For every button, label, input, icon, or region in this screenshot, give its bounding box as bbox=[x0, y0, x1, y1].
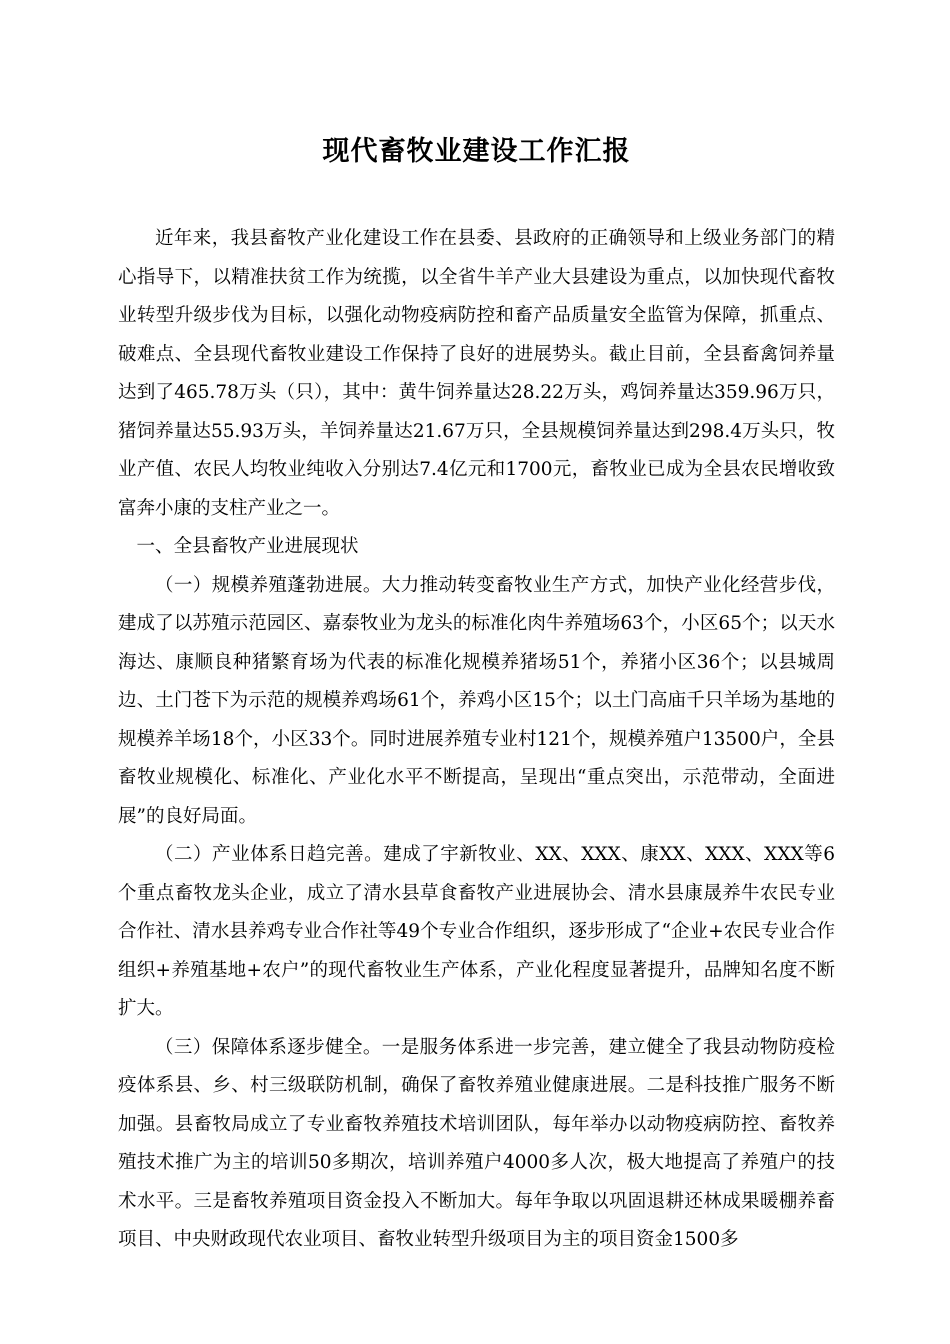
section-heading: 一、全县畜牧产业进展现状 bbox=[136, 536, 359, 557]
paragraph-industry-system: （二）产业体系日趋完善。建成了宇新牧业、XX、XXX、康XX、XXX、XXX等6个重点畜牧龙头企业，成立了清水县草食畜牧产业进展协会、清水县康晟养牛农民专业合作社、清水县养鸡专业合作社等49个专业合作组织，逐步形成了“企业+农民专业合作组织+养殖基地+农户”的现代畜牧业生产体系，产业化程度显著提升，品牌知名度不断扩大。 bbox=[118, 844, 835, 1019]
paragraph-support-system: （三）保障体系逐步健全。一是服务体系进一步完善，建立健全了我县动物防疫检疫体系县、乡、村三级联防机制，确保了畜牧养殖业健康进展。二是科技推广服务不断加强。县畜牧局成立了专业畜牧养殖技术培训团队，每年举办以动物疫病防控、畜牧养殖技术推广为主的培训50多期次，培训养殖户4000多人次，极大地提高了养殖户的技术水平。三是畜牧养殖项目资金投入不断加大。每年争取以巩固退耕还林成果暖棚养畜项目、中央财政现代农业项目、畜牧业转型升级项目为主的项目资金1500多 bbox=[118, 1036, 835, 1250]
intro-paragraph: 近年来，我县畜牧产业化建设工作在县委、县政府的正确领导和上级业务部门的精心指导下，以精准扶贫工作为统揽，以全省牛羊产业大县建设为重点，以加快现代畜牧业转型升级步伐为目标，以强化动物疫病防控和畜产品质量安全监管为保障，抓重点、破难点、全县现代畜牧业建设工作保持了良好的进展势头。截止目前，全县畜禽饲养量达到了465.78万头（只），其中：黄牛饲养量达28.22万头，鸡饲养量达359.96万只，猪饲养量达55.93万头，羊饲养量达21.67万只，全县规模饲养量达到298.4万头只，牧业产值、农民人均牧业纯收入分别达7.4亿元和1700元，畜牧业已成为全县农民增收致富奔小康的支柱产业之一。 bbox=[118, 228, 835, 519]
document-title: 现代畜牧业建设工作汇报 bbox=[322, 136, 631, 167]
paragraph-scale-breeding: （一）规模养殖蓬勃进展。大力推动转变畜牧业生产方式，加快产业化经营步伐，建成了以苏殖示范园区、嘉泰牧业为龙头的标准化肉牛养殖场63个，小区65个；以天水海达、康顺良种猪繁育场为代表的标准化规模养猪场51个，养猪小区36个；以县城周边、土门苍下为示范的规模养鸡场61个，养鸡小区15个；以土门高庙千只羊场为基地的规模养羊场18个，小区33个。同时进展养殖专业村121个，规模养殖户13500户，全县畜牧业规模化、标准化、产业化水平不断提高，呈现出“重点突出，示范带动，全面进展”的良好局面。 bbox=[118, 574, 835, 827]
